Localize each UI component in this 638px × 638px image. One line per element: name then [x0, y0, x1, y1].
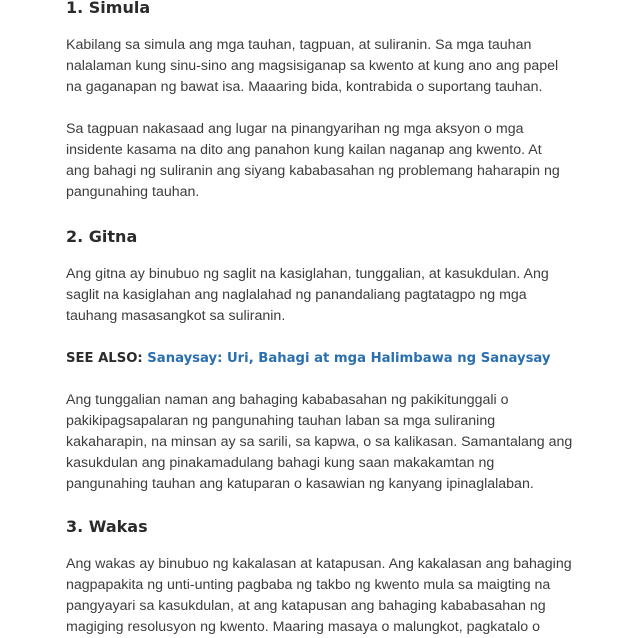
section-heading-gitna: 2. Gitna: [66, 227, 138, 246]
text-line: tauhang masasangkot sa suliranin.: [66, 308, 286, 324]
text-line: nalalaman kung sinu-sino ang magsisiganap sa kwento at kung ano ang papel: [66, 58, 559, 74]
paragraph-gitna-kasiglahan: [66, 264, 586, 327]
text-line: insidente kasama na dito ang panahon kung kailan naganap ang kwento. At: [66, 142, 542, 158]
text-line: pangunahing tauhan ang katuparan o kasawian ng kanyang ipinaglalaban.: [66, 476, 534, 492]
text-line: nagpapakita ng unti-unting pagbaba ng takbo ng kwento mula sa maigting na: [66, 577, 551, 593]
paragraph-simula-tagpuan: [66, 119, 586, 203]
section-heading-simula: 1. Simula: [66, 0, 151, 17]
see-also-label: SEE ALSO:: [66, 351, 143, 366]
text-line: Ang tunggalian naman ang bahaging kababasahan ng pakikitunggali o: [66, 392, 509, 408]
article-body: [66, 0, 586, 638]
text-line: Ang wakas ay binubuo ng kakalasan at katapusan. Ang kakalasan ang bahaging: [66, 556, 572, 572]
text-line: na gaganapan ng bawat isa. Maaaring bida, kontrabida o suportang tauhan.: [66, 79, 543, 95]
text-line: kasukdulan ang pinakamadulang bahagi kung saan makakamtan ng: [66, 455, 495, 471]
text-line: Ang gitna ay binubuo ng saglit na kasiglahan, tunggalian, at kasukdulan. Ang: [66, 266, 549, 282]
text-line: saglit na kasiglahan ang naglalahad ng panandaliang pagtatagpo ng mga: [66, 287, 527, 303]
paragraph-gitna-tunggalian: [66, 390, 586, 495]
text-line: pangyayari sa kasukdulan, at ang katapusan ang bahaging kababasahan ng: [66, 598, 546, 614]
text-line: Kabilang sa simula ang mga tauhan, tagpuan, at suliranin. Sa mga tauhan: [66, 37, 532, 53]
text-line: ang bahagi ng suliranin ang siyang kababasahan ng problemang haharapin ng: [66, 163, 560, 179]
text-line: kakaharapin, na minsan ay sa sarili, sa kapwa, o sa kalikasan. Samantalang ang: [66, 434, 573, 450]
text-line: pangunahing tauhan.: [66, 184, 200, 200]
see-also-link[interactable]: Sanaysay: Uri, Bahagi at mga Halimbawa ng Sanaysay: [147, 351, 551, 366]
text-line: pakikipagsapalaran ng pangunahing tauhan laban sa mga suliraning: [66, 413, 496, 429]
text-line: magiging resolusyon ng kwento. Maaring masaya o malungkot, pagkatalo o: [66, 619, 540, 635]
paragraph-wakas: [66, 554, 586, 638]
see-also-box: [66, 348, 586, 369]
paragraph-simula-tauhan: [66, 35, 586, 98]
section-heading-wakas: 3. Wakas: [66, 517, 148, 536]
text-line: Sa tagpuan nakasaad ang lugar na pinangyarihan ng mga aksyon o mga: [66, 121, 524, 137]
